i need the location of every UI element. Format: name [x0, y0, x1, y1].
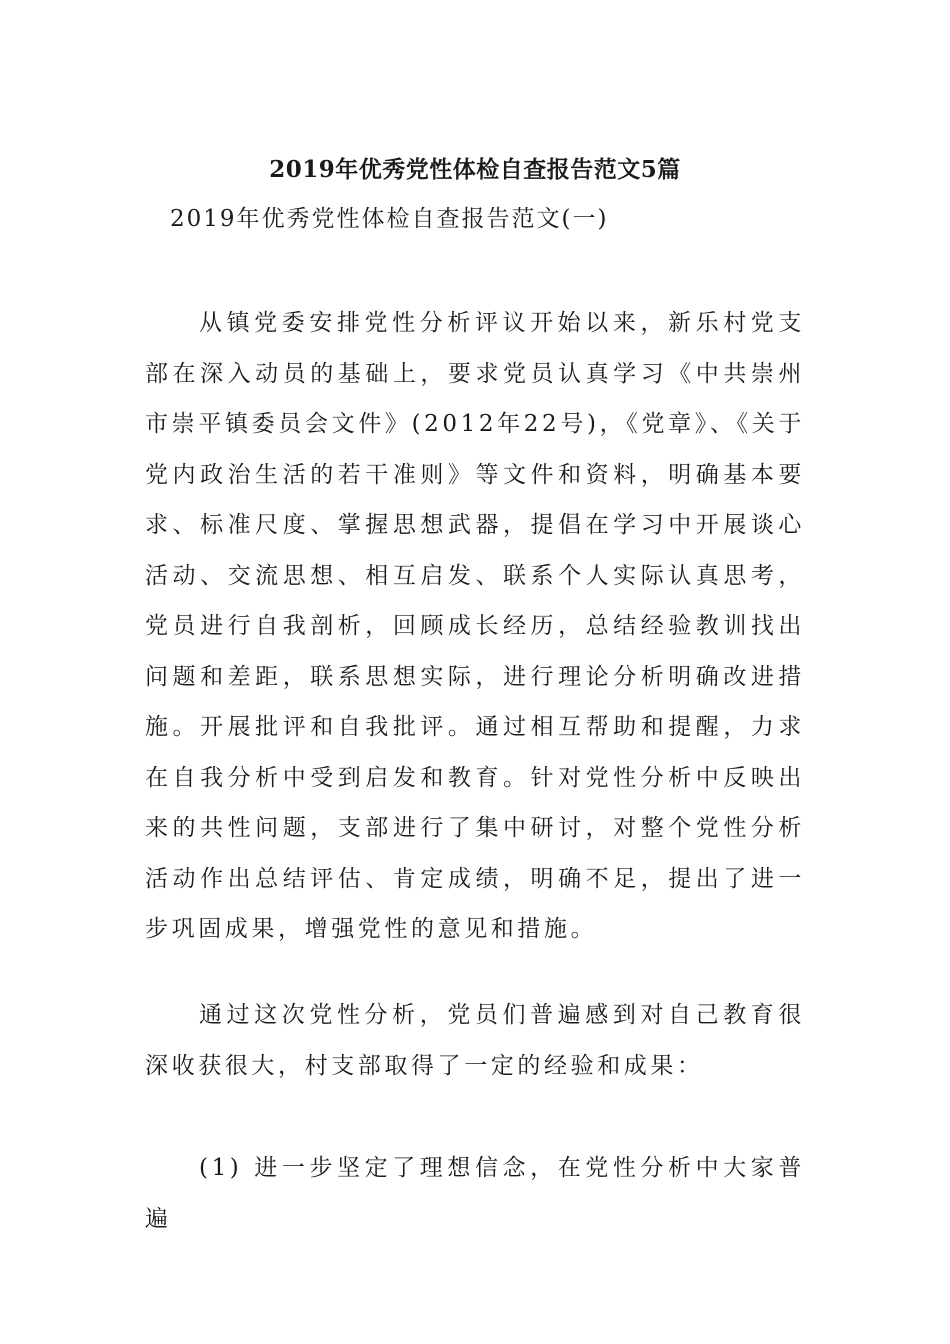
paragraph-2: 通过这次党性分析，党员们普遍感到对自己教育很深收获很大，村支部取得了一定的经验和成果： [145, 1002, 805, 1079]
paragraph-3: (1) 进一步坚定了理想信念，在党性分析中大家普遍 [145, 1155, 805, 1232]
document-subtitle: 2019年优秀党性体检自查报告范文(一) [170, 206, 609, 232]
document-title: 2019年优秀党性体检自查报告范文5篇 [269, 156, 681, 183]
paragraph-1: 从镇党委安排党性分析评议开始以来，新乐村党支部在深入动员的基础上，要求党员认真学习《中共崇州市崇平镇委员会文件》(2012年22号)，《党章》、《关于党内政治生活的若干准则》等文件和资料，明确基本要求、标准尺度、掌握思想武器，提倡在学习中开展谈心活动、交流思想、相互启发、联系个人实际认真思考，党员进行自我剖析，回顾成长经历，总结经验教训找出问题和差距，联系思想实际，进行理论分析明确改进措施。开展批评和自我批评。通过相互帮助和提醒，力求在自我分析中受到启发和教育。针对党性分析中反映出来的共性问题，支部进行了集中研讨，对整个党性分析活动作出总结评估、肯定成绩，明确不足，提出了进一步巩固成果，增强党性的意见和措施。 [145, 310, 805, 942]
